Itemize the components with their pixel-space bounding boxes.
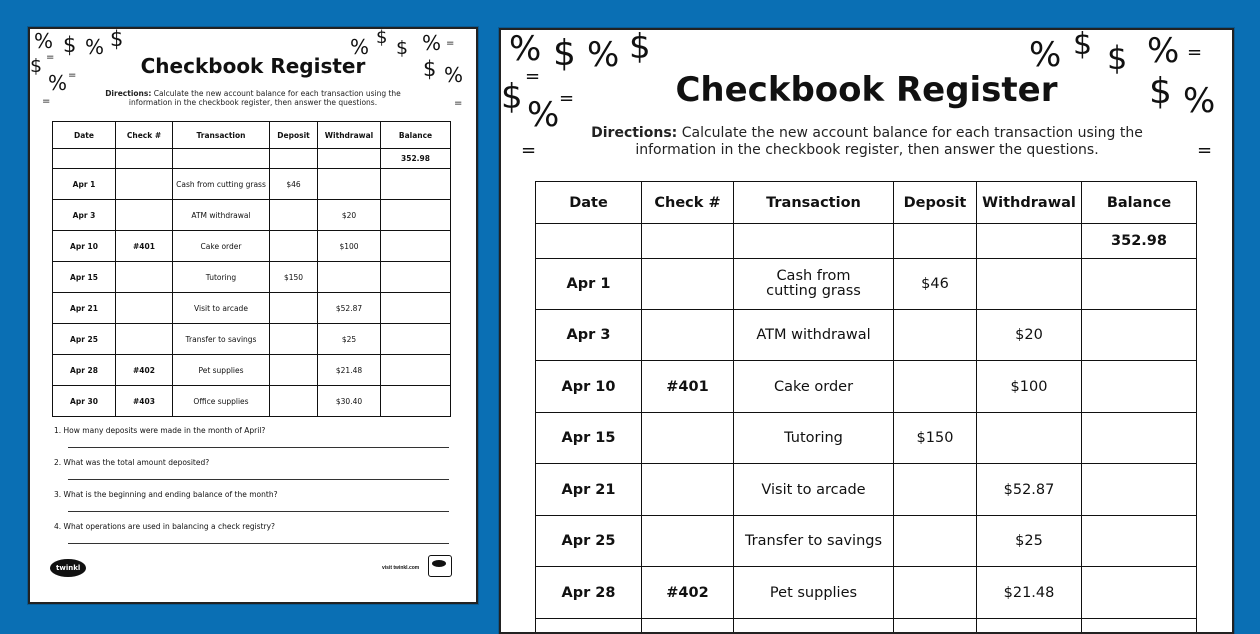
register-table: [535, 181, 1197, 634]
cell-balance[interactable]: [381, 293, 451, 324]
cell-check: [642, 516, 734, 567]
cell-balance[interactable]: [1082, 259, 1197, 310]
header-balance: Balance: [1082, 182, 1197, 224]
cell-date: Apr 28: [536, 567, 642, 619]
equals-symbol: =: [1187, 44, 1202, 62]
cell-deposit: [894, 567, 977, 619]
table-row: [536, 619, 1197, 634]
cell-date: Apr 1: [536, 259, 642, 310]
cell-transaction: Pet supplies: [734, 567, 894, 619]
table-row: [53, 200, 451, 231]
page-title: Checkbook Register: [501, 70, 1232, 110]
cell-deposit: [270, 386, 318, 417]
directions-text: Calculate the new account balance for each transaction using the information in the checkbook register, then answer the questions.: [129, 89, 401, 107]
directions: [591, 125, 1143, 159]
register-table: [52, 121, 451, 417]
worksheet-zoomed: [499, 28, 1234, 634]
equals-symbol: =: [454, 99, 462, 109]
percent-symbol: %: [444, 65, 463, 85]
cell-withdrawal: [977, 619, 1082, 634]
cell-balance[interactable]: [381, 355, 451, 386]
directions: [85, 89, 421, 107]
percent-symbol: %: [587, 38, 619, 72]
table-row: [536, 413, 1197, 464]
cell-date: Apr 25: [53, 324, 116, 355]
table-row: [53, 169, 451, 200]
cell-deposit: $46: [894, 259, 977, 310]
cell-withdrawal: [318, 169, 381, 200]
percent-symbol: %: [85, 37, 104, 57]
cell-check: #401: [116, 231, 173, 262]
percent-symbol: %: [350, 37, 369, 57]
cell-date: Apr 15: [536, 413, 642, 464]
cell-date: Apr 21: [53, 293, 116, 324]
cell-balance[interactable]: [381, 386, 451, 417]
cell-withdrawal: $21.48: [977, 567, 1082, 619]
header-deposit: Deposit: [270, 122, 318, 149]
cell-transaction: Pet supplies: [173, 355, 270, 386]
opening-row: [53, 149, 451, 169]
table-row: [53, 262, 451, 293]
cell-withdrawal: [977, 259, 1082, 310]
dollar-symbol: $: [376, 29, 387, 47]
cell-withdrawal: $21.48: [318, 355, 381, 386]
equals-symbol: =: [521, 142, 536, 160]
cell-transaction: Tutoring: [173, 262, 270, 293]
cell-transaction: Transfer to savings: [734, 516, 894, 567]
equals-symbol: =: [559, 90, 574, 108]
dollar-symbol: $: [423, 59, 436, 80]
cell-date: Apr 25: [536, 516, 642, 567]
percent-symbol: %: [48, 73, 67, 93]
header-withdrawal: Withdrawal: [977, 182, 1082, 224]
cell-deposit: $46: [270, 169, 318, 200]
cell-check: #402: [116, 355, 173, 386]
table-row: [536, 361, 1197, 413]
cell-transaction: Cake order: [734, 361, 894, 413]
cell-balance[interactable]: [381, 324, 451, 355]
cell-check: [642, 619, 734, 634]
table-row: [536, 516, 1197, 567]
cell-withdrawal: $30.40: [318, 386, 381, 417]
equals-symbol: =: [1197, 142, 1212, 160]
cell-date: [536, 619, 642, 634]
cell-transaction: Cash from cutting grass: [734, 259, 894, 310]
cell-withdrawal: [318, 262, 381, 293]
cell-deposit: [894, 361, 977, 413]
question-2: 2. What was the total amount deposited?: [54, 458, 449, 467]
cell-transaction: ATM withdrawal: [734, 310, 894, 361]
header-withdrawal: Withdrawal: [318, 122, 381, 149]
cell-deposit: [894, 516, 977, 567]
table-row: [536, 259, 1197, 310]
cell-deposit: [270, 200, 318, 231]
cell-balance[interactable]: [381, 262, 451, 293]
cell-withdrawal: $25: [318, 324, 381, 355]
cell-balance[interactable]: [381, 200, 451, 231]
cell-balance[interactable]: [1082, 567, 1197, 619]
cell-withdrawal: $20: [977, 310, 1082, 361]
cell-transaction: Cake order: [173, 231, 270, 262]
cell-deposit: [270, 324, 318, 355]
dollar-symbol: $: [501, 80, 523, 114]
table-row: [53, 293, 451, 324]
dollar-symbol: $: [63, 35, 76, 56]
equals-symbol: =: [525, 68, 540, 86]
table-row: [53, 355, 451, 386]
cell-date: Apr 28: [53, 355, 116, 386]
cell-check: [116, 293, 173, 324]
dollar-symbol: $: [553, 36, 576, 72]
percent-symbol: %: [1029, 38, 1061, 72]
header-balance: Balance: [381, 122, 451, 149]
cell-check: [116, 324, 173, 355]
dollar-symbol: $: [1073, 30, 1092, 60]
cell-balance[interactable]: [1082, 310, 1197, 361]
footer-url: visit twinkl.com: [382, 565, 419, 571]
cell-balance[interactable]: [1082, 413, 1197, 464]
cell-deposit: [894, 619, 977, 634]
answer-line[interactable]: [68, 543, 449, 544]
cell-transaction: Visit to arcade: [734, 464, 894, 516]
answer-line[interactable]: [68, 447, 449, 448]
percent-symbol: %: [527, 98, 559, 132]
cell-transaction: Transfer to savings: [173, 324, 270, 355]
cell-balance[interactable]: [381, 169, 451, 200]
equals-symbol: =: [46, 53, 54, 63]
cell-balance[interactable]: [1082, 464, 1197, 516]
cell-date: Apr 10: [536, 361, 642, 413]
cell-check: [116, 262, 173, 293]
directions-label: Directions:: [591, 125, 677, 141]
cell-transaction: [734, 619, 894, 634]
cell-withdrawal: [977, 413, 1082, 464]
percent-symbol: %: [509, 32, 541, 66]
cell-balance[interactable]: [1082, 361, 1197, 413]
cell-withdrawal: $100: [318, 231, 381, 262]
opening-balance: 352.98: [381, 149, 451, 169]
directions-label: Directions:: [105, 89, 151, 98]
percent-symbol: %: [1183, 84, 1215, 118]
cell-check: [116, 200, 173, 231]
cell-date: Apr 1: [53, 169, 116, 200]
header-date: Date: [536, 182, 642, 224]
table-row: [53, 324, 451, 355]
twinkl-logo: twinkl: [50, 559, 86, 577]
equals-symbol: =: [446, 39, 454, 49]
cell-transaction: Office supplies: [173, 386, 270, 417]
cell-balance[interactable]: [1082, 619, 1197, 634]
dollar-symbol: $: [110, 29, 123, 50]
table-row: [53, 231, 451, 262]
dollar-symbol: $: [1107, 42, 1127, 74]
cell-check: #403: [116, 386, 173, 417]
cell-date: Apr 3: [53, 200, 116, 231]
cell-check: [642, 413, 734, 464]
cell-deposit: [270, 355, 318, 386]
percent-symbol: %: [1147, 34, 1179, 68]
cell-deposit: $150: [270, 262, 318, 293]
table-row: [536, 567, 1197, 619]
cell-deposit: [894, 464, 977, 516]
cell-withdrawal: $25: [977, 516, 1082, 567]
page-title: Checkbook Register: [30, 54, 476, 78]
percent-symbol: %: [422, 33, 441, 53]
cell-check: [116, 169, 173, 200]
cell-withdrawal: $52.87: [318, 293, 381, 324]
table-row: [536, 464, 1197, 516]
header-check: Check #: [116, 122, 173, 149]
header-check: Check #: [642, 182, 734, 224]
answer-line[interactable]: [68, 479, 449, 480]
equals-symbol: =: [42, 97, 50, 107]
cell-balance[interactable]: [381, 231, 451, 262]
cell-date: Apr 10: [53, 231, 116, 262]
question-3: 3. What is the beginning and ending balance of the month?: [54, 490, 449, 499]
cell-transaction: ATM withdrawal: [173, 200, 270, 231]
header-transaction: Transaction: [173, 122, 270, 149]
cell-date: Apr 21: [536, 464, 642, 516]
cell-date: Apr 30: [53, 386, 116, 417]
question-1: 1. How many deposits were made in the month of April?: [54, 426, 449, 435]
cell-check: [642, 310, 734, 361]
cell-transaction: Cash from cutting grass: [173, 169, 270, 200]
table-row: [53, 386, 451, 417]
opening-balance: 352.98: [1082, 224, 1197, 259]
cell-deposit: $150: [894, 413, 977, 464]
directions-text: Calculate the new account balance for each transaction using the information in the checkbook register, then answer the questions.: [635, 125, 1143, 158]
dollar-symbol: $: [30, 57, 42, 76]
cell-withdrawal: $100: [977, 361, 1082, 413]
header-transaction: Transaction: [734, 182, 894, 224]
cell-date: Apr 15: [53, 262, 116, 293]
opening-row: [536, 224, 1197, 259]
cell-balance[interactable]: [1082, 516, 1197, 567]
header-date: Date: [53, 122, 116, 149]
cell-withdrawal: $20: [318, 200, 381, 231]
dollar-symbol: $: [396, 39, 408, 58]
cell-check: #402: [642, 567, 734, 619]
worksheet-preview-small: [28, 27, 478, 604]
cell-transaction: Visit to arcade: [173, 293, 270, 324]
percent-symbol: %: [34, 31, 53, 51]
cell-check: [642, 464, 734, 516]
cell-deposit: [894, 310, 977, 361]
cell-check: #401: [642, 361, 734, 413]
header-deposit: Deposit: [894, 182, 977, 224]
cell-transaction: Tutoring: [734, 413, 894, 464]
table-row: [536, 310, 1197, 361]
question-4: 4. What operations are used in balancing a check registry?: [54, 522, 449, 531]
cell-date: Apr 3: [536, 310, 642, 361]
answer-line[interactable]: [68, 511, 449, 512]
dollar-symbol: $: [629, 30, 651, 64]
badge-icon: [428, 555, 452, 577]
cell-deposit: [270, 293, 318, 324]
equals-symbol: =: [68, 71, 76, 81]
cell-check: [642, 259, 734, 310]
dollar-symbol: $: [1149, 74, 1172, 110]
cell-deposit: [270, 231, 318, 262]
cell-withdrawal: $52.87: [977, 464, 1082, 516]
